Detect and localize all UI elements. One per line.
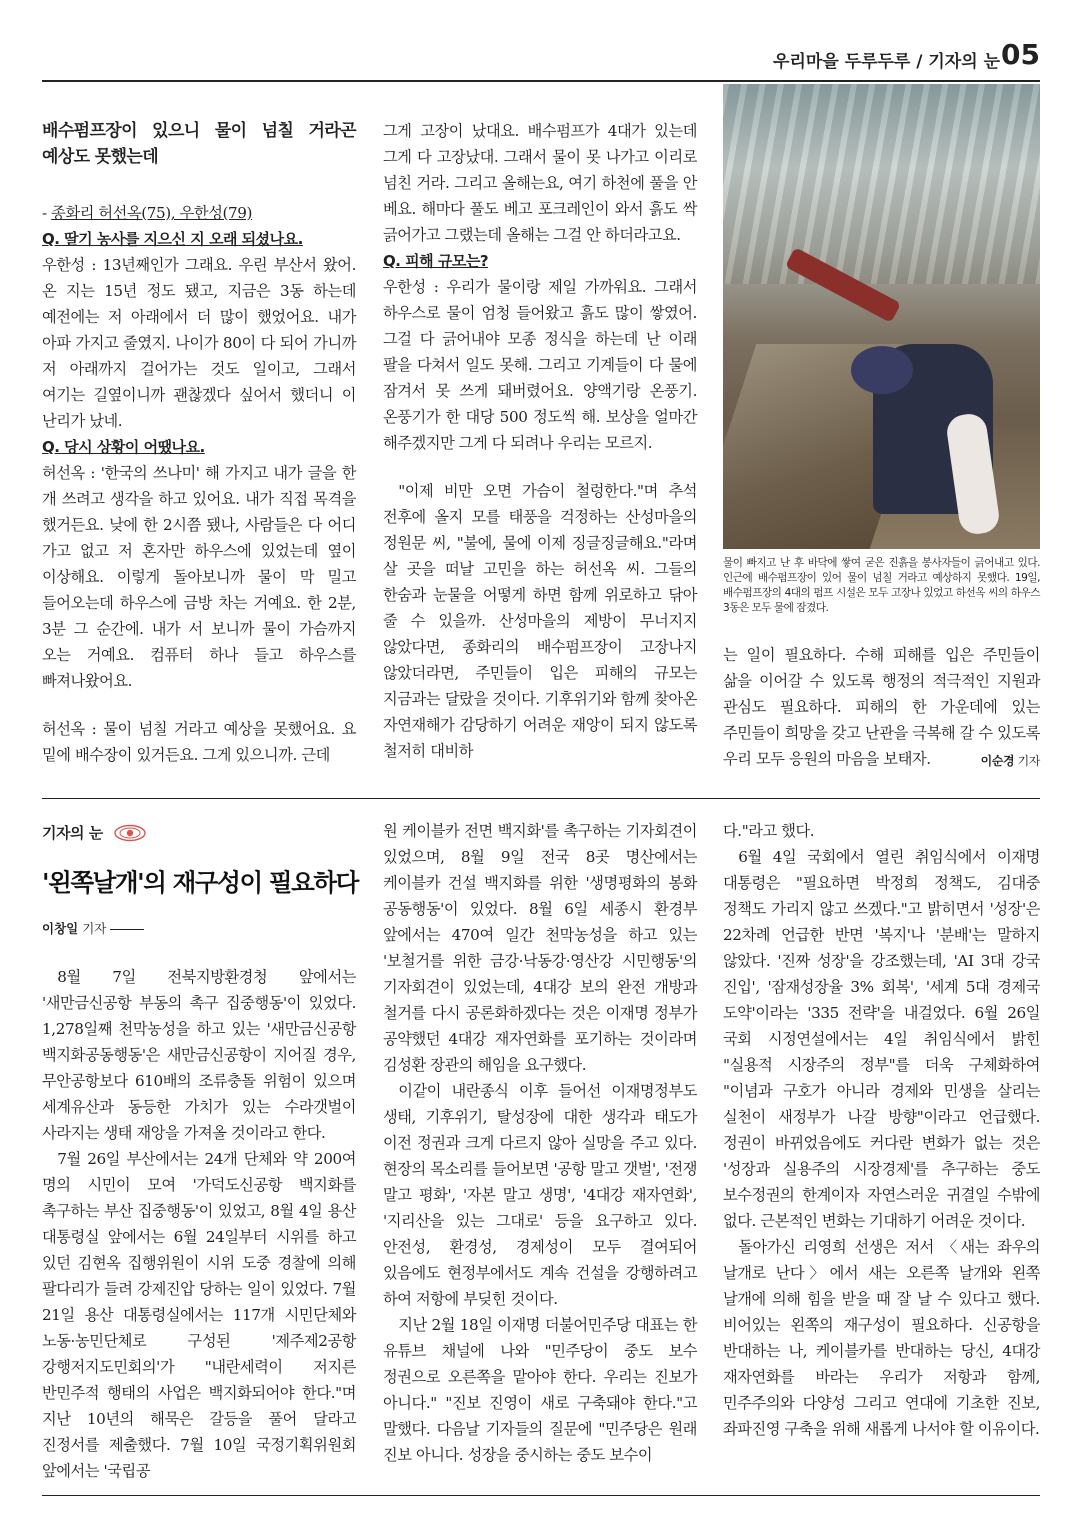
answer-2: 허선옥 : '한국의 쓰나미' 해 가지고 내가 글을 한 개 쓰려고 생각을 하고 있어요. 내가 직접 목격을 했거든요. 낮에 한 2시쯤 됐나, 사람들은 다 어디 가고 없고 저 혼자만 하우스에 있었는데 옆이 이상해요. 이렇게 돌아보니까 물이 막 밀고 들어오는데 하우스에 금방 차는 거예요. 한 2분, 3분 그 순간에. 내가 서 보니까 물이 가슴까지 오는 거예요. 컴퓨터 하나 들고 하우스를 빠져나왔어요.: [42, 464, 356, 690]
article1-column-3: [723, 642, 1040, 774]
eye-icon: [113, 824, 147, 846]
article2-paragraph: 8월 7일 전북지방환경청 앞에서는 '새만금신공항 부동의 촉구 집중행동'이 있었다. 1,278일째 천막농성을 하고 있는 '새만금신공항 백지화공동행동'은 새만금신공항이 지어질 경우, 무안공항보다 610배의 조류충돌 위험이 있으며 세계유산과 동등한 가치가 있는 수라갯벌이 사라지는 생태 재앙을 가져올 것이라고 한다.: [42, 968, 356, 1142]
article2-paragraph: 원 케이블카 전면 백지화'를 촉구하는 기자회견이 있었으며, 8월 9일 전국 8곳 명산에서는 케이블카 건설 백지화를 위한 '생명평화의 봉화 공동행동'이 있었다. 8월 6일 세종시 환경부 앞에서는 470여 일간 천막농성을 하고 있는 '보철거를 위한 금강·낙동강·영산강 시민행동'의 기자회견이 있었는데, 4대강 보의 완전 개방과 철거를 다시 공론화하겠다는 것은 이재명 정부가 공약했던 4대강 재자연화를 포기하는 것이라며 김성환 장관의 해임을 요구했다.: [383, 822, 697, 1074]
question-2: Q. 당시 상황이 어땠나요.: [42, 438, 205, 456]
section-tag: 기자의 눈: [42, 822, 147, 846]
answer-4: 우한성 : 우리가 물이랑 제일 가까워요. 그래서 하우스로 물이 엄청 들어왔고 흙도 많이 쌓였어. 그걸 다 긁어내야 모종 정식을 하는데 난 이래 팔을 다쳐서 일도 못해. 그리고 기계들이 다 물에 잠겨서 못 쓰게 돼버렸어요. 양액기랑 온풍기. 온풍기가 한 대당 500 정도씩 해. 보상을 얼마간 해주겠지만 그게 다 되려나 우리는 모르지.: [383, 278, 697, 452]
photo-caption: 물이 빠지고 난 후 바닥에 쌓여 굳은 진흙을 봉사자들이 긁어내고 있다. 인근에 배수펌프장이 있어 물이 넘칠 거라고 예상하지 못했다. 19일, 배수펌프장의 4대의 펌프 시설은 모두 고장나 있었고 하선옥 씨의 하우스 3동은 모두 물에 잠겼다.: [723, 557, 1040, 614]
article1-closing: "이제 비만 오면 가슴이 철렁한다."며 추석 전후에 올지 모를 태풍을 걱정하는 산성마을의 정원문 씨, "불에, 물에 이제 징글징글해요."라며 살 곳을 떠날 고민을 하는 허선옥 씨. 그들의 한숨과 눈물을 어떻게 하면 함께 위로하고 닦아 줄 수 있을까. 산성마을의 제방이 무너지지 않았다면, 종화리의 배수펌프장이 고장나지 않았더라면, 주민들이 입은 피해의 규모는 지금과는 달랐을 것이다. 기후위기와 함께 찾아온 자연재해가 감당하기 어려운 재앙이 되지 않도록 철저히 대비하: [383, 482, 697, 760]
article1-headline: 배수펌프장이 있으니 물이 넘칠 거라곤 예상도 못했는데: [42, 121, 356, 167]
article2-column-1: [42, 964, 356, 1484]
question-1: Q. 딸기 농사를 지으신 지 오래 되셨나요.: [42, 230, 303, 248]
article2-paragraph: 7월 26일 부산에서는 24개 단체와 약 200여 명의 시민이 모여 '가덕도신공항 백지화를 촉구하는 부산 집중행동'이 있었고, 8월 4일 용산 대통령실 앞에서는 6월 24일부터 시위를 하고 있던 김현옥 집행위원이 시위 도중 경찰에 의해 팔다리가 들려 강제진압 당하는 일이 있었다. 7월 21일 용산 대통령실에서는 117개 시민단체와 노동·농민단체로 구성된 '제주제2공항 강행저지도민회의'가 "내란세력이 저지른 반민주적 행태의 사업은 백지화되어야 한다."며 지난 10년의 해묵은 갈등을 풀어 달라고 진정서를 제출했다. 7월 10일 국정기획위원회 앞에서는 '국립공: [42, 1150, 356, 1480]
section-divider: [42, 798, 1040, 799]
article2-column-2: [383, 818, 697, 1468]
article2-author: 이창일 기자: [42, 919, 144, 937]
answer-1: 우한성 : 13년째인가 그래요. 우린 부산서 왔어. 온 지는 15년 정도 됐고, 지금은 3동 하는데 예전에는 저 아래에서 더 많이 했었어요. 내가 아파 가지고 줄였지. 나이가 80이 다 되어 가니까 저 아래까지 걸어가는 것도 일이고, 그래서 여기는 길옆이니까 괜찮겠다 싶어서 했더니 이 난리가 났네.: [42, 256, 356, 430]
article2-paragraph: 이같이 내란종식 이후 들어선 이재명정부도 생태, 기후위기, 탈성장에 대한 생각과 태도가 이전 정권과 크게 다르지 않아 실망을 주고 있다. 현장의 목소리를 들어보면 '공항 말고 갯벌', '전쟁 말고 평화', '자본 말고 생명', '4대강 재자연화', '지리산을 있는 그대로' 등을 요구하고 있다. 안전성, 환경성, 경제성이 모두 결여되어 있음에도 현정부에서도 계속 건설을 강행하려고 하여 저항에 부딪힌 것이다.: [383, 1082, 697, 1308]
page-header: [42, 36, 1040, 82]
article2-headline: '왼쪽날개'의 재구성이 필요하다: [42, 868, 358, 897]
page-number: 05: [1001, 38, 1040, 71]
bottom-rule: [42, 1495, 1040, 1496]
article2-paragraph: 돌아가신 리영희 선생은 저서 〈새는 좌우의 날개로 난다〉에서 새는 오른쪽 날개와 왼쪽 날개에 의해 힘을 받을 때 잘 날 수 있다고 했다. 비어있는 왼쪽의 재구성이 필요하다. 신공항을 반대하는 나, 케이블카를 반대하는 당신, 4대강 재자연화를 바라는 우리가 저항과 함께, 민주주의와 다양성 그리고 연대에 기초한 진보, 좌파진영 구축을 위해 새롭게 나서야 할 이유이다.: [723, 1238, 1040, 1438]
answer-3-continued: 그게 고장이 났대요. 배수펌프가 4대가 있는데 그게 다 고장났대. 그래서 물이 못 나가고 이리로 넘친 거라. 그리고 올해는요, 여기 하천에 풀을 안 베요. 해마다 풀도 베고 포크레인이 와서 흙도 싹 긁어가고 그랬는데 올해는 그걸 안 하더라고요.: [383, 122, 697, 244]
section-title: 우리마을 두루두루 / 기자의 눈: [773, 52, 1000, 72]
greenhouse-photo: [723, 84, 1040, 549]
question-3: Q. 피해 규모는?: [383, 252, 489, 270]
article1-column-2: [383, 118, 697, 764]
article1-byline: - 종화리 허선옥(75), 우한성(79): [42, 204, 253, 222]
article2-column-3: [723, 818, 1040, 1442]
article1-reporter: 이순경 기자: [980, 754, 1040, 768]
answer-3: 허선옥 : 물이 넘칠 거라고 예상을 못했어요. 요 밑에 배수장이 있거든요. 그게 있으니까. 근데: [42, 720, 356, 764]
article2-paragraph: 6월 4일 국회에서 열린 취임식에서 이재명 대통령은 "필요하면 박정희 정책도, 김대중 정책도 가리지 않고 쓰겠다."고 밝히면서 '성장'은 22차례 언급한 반면 '복지'나 '분배'는 말하지 않았다. '진짜 성장'을 강조했는데, 'AI 3대 강국 진입', '잠재성장율 3% 회복', '세계 5대 경제국 도약'이라는 '335 전략'을 내걸었다. 6월 26일 국회 시정연설에서는 4일 취임식에서 밝힌 "실용적 시장주의 정부"를 더욱 구체화하여 "이념과 구호가 아니라 경제와 민생을 살리는 실천이 새정부가 나갈 방향"이라고 언급했다. 정권이 바뀌었음에도 커다란 변화가 없는 것은 '성장과 실용주의 시장경제'를 추구하는 중도 보수정권의 한계이자 자연스러운 귀결일 수밖에 없다. 근본적인 변화는 기대하기 어려운 것이다.: [723, 848, 1040, 1230]
article1-closing-continued: 는 일이 필요하다. 수해 피해를 입은 주민들이 삶을 이어갈 수 있도록 행정의 적극적인 지원과 관심도 필요하다. 피해의 한 가운데에 있는 주민들이 희망을 갖고 난관을 극복해 갈 수 있도록 우리 모두 응원의 마음을 보태자.: [723, 646, 1040, 768]
article2-paragraph: 다."라고 했다.: [723, 822, 815, 840]
article2-paragraph: 지난 2월 18일 이재명 더불어민주당 대표는 한 유튜브 채널에 나와 "민주당이 중도 보수 정권으로 오른쪽을 맡아야 한다. 우리는 진보가 아니다." "진보 진영이 새로 구축돼야 한다."고 말했다. 다음날 기자들의 질문에 "민주당은 원래 진보 아니다. 성장을 중시하는 중도 보수이: [383, 1316, 697, 1464]
article1-column-1: [42, 118, 356, 768]
